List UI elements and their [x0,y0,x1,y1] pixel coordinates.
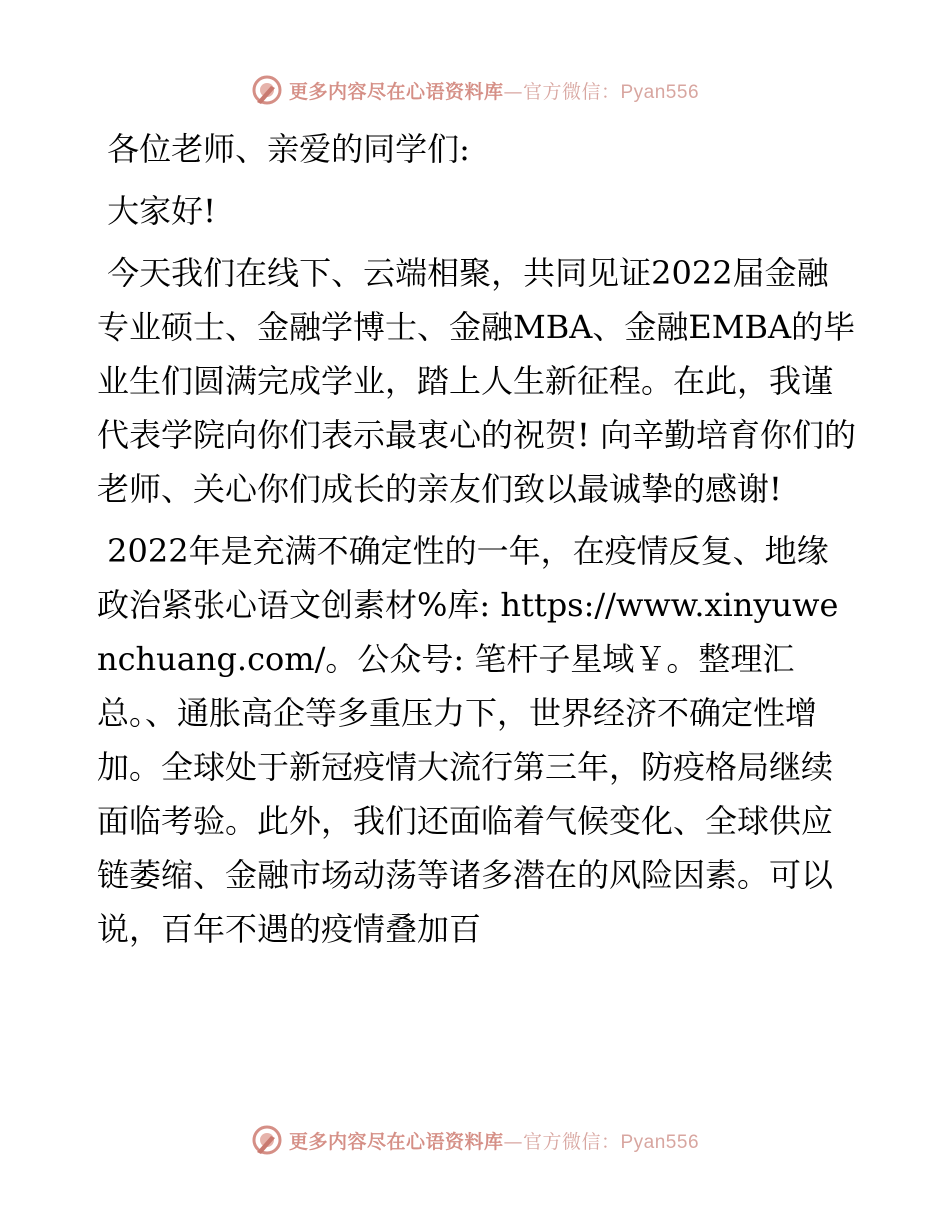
document-body [97,122,857,956]
paragraph-1: 今天我们在线下、云端相聚，共同见证2022届金融专业硕士、金融学博士、金融MBA、金融EMBA的毕业生们圆满完成学业，踏上人生新征程。在此，我谨代表学院向你们表示最衷心的祝贺! 向辛勤培育你们的老师、关心你们成长的亲友们致以最诚挚的感谢! [97,254,857,508]
watermark-official: 官方微信： [522,1130,621,1153]
greeting: 大家好! [97,192,217,230]
watermark-dash: — [503,80,523,103]
watermark-wechat-id: Pyan556 [620,81,700,103]
footer-watermark [0,1122,950,1158]
watermark-official: 官方微信： [522,80,621,103]
seal-pen-logo-icon [251,74,283,106]
watermark-brand: 更多内容尽在心语资料库 [288,1130,504,1153]
watermark-brand: 更多内容尽在心语资料库 [288,80,504,103]
watermark-wechat-id: Pyan556 [620,1131,700,1153]
watermark-text [289,1127,699,1154]
paragraph-2: 2022年是充满不确定性的一年，在疫情反复、地缘政治紧张心语文创素材%库: https://www.xinyuwenchuang.com/。公众号: 笔杆子星域￥。整理汇总。、通胀高企等多重压力下，世界经济不确定性增加。全球处于新冠疫情大流行第三年，防疫格局继续面临考验。此外，我们还面临着气候变化、全球供应链萎缩、金融市场动荡等诸多潜在的风险因素。可以说，百年不遇的疫情叠加百 [97,532,839,948]
header-watermark [0,72,950,108]
watermark-text [289,77,699,104]
seal-pen-logo-icon [251,1124,283,1156]
salutation: 各位老师、亲爱的同学们: [97,130,470,168]
watermark-dash: — [503,1130,523,1153]
